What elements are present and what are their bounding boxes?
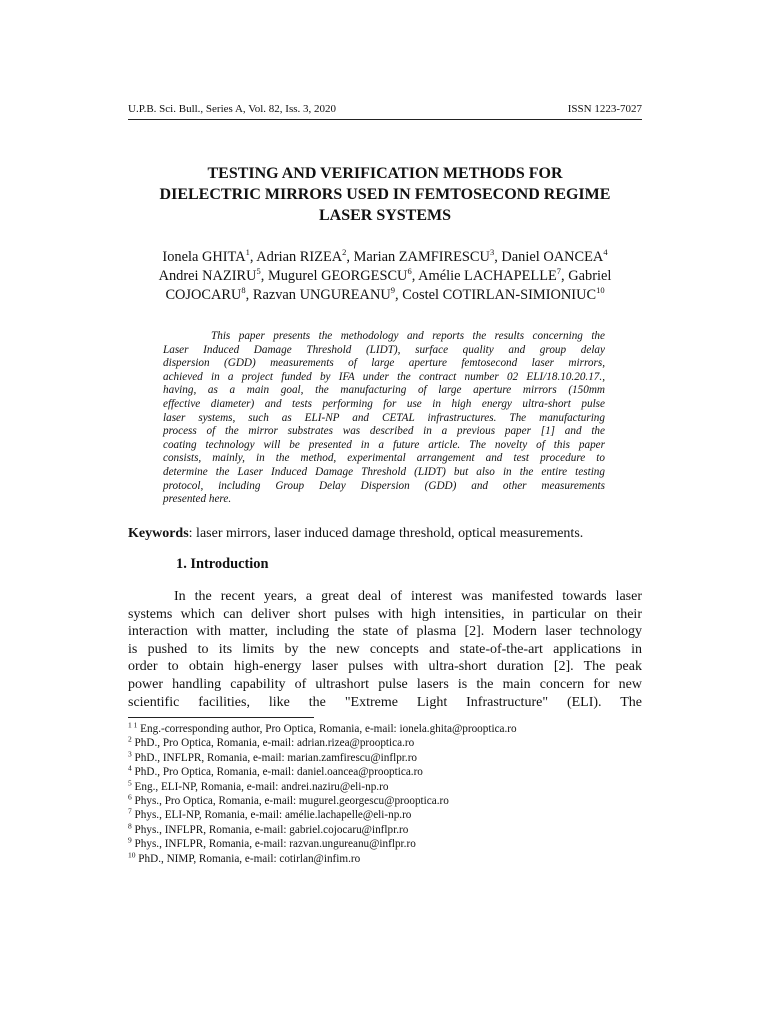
author-name: , Amélie LACHAPELLE [411,268,557,284]
title-line: LASER SYSTEMS [318,207,452,224]
body-line: scientific facilities, like the "Extreme Light Infrastructure" (ELI). The [128,694,642,710]
paper-title [128,163,642,226]
keywords-label: Keywords [128,526,189,541]
author-line [128,267,642,286]
author-line [128,286,642,305]
abstract-line: effective diameter) and tests performing for use in high energy ultra-short pulse [163,397,605,410]
footnote [128,823,642,837]
footnote-text: Phys., INFLPR, Romania, e-mail: razvan.ungureanu@inflpr.ro [131,838,416,851]
body-line: power handling capability of ultrashort pulse lasers is the main concern for new [128,676,642,692]
footnote-mark: 9 [128,835,132,845]
author-name: Ionela GHITA [162,249,246,265]
footnote [128,722,642,736]
introduction-paragraph [128,588,642,711]
abstract-line: coating technology will be presented in a future article. The novelty of this paper [163,438,605,451]
author-affiliation-mark: 10 [596,285,605,296]
footnote-mark: 7 [128,806,132,816]
author-name: , Costel COTIRLAN-SIMIONIUC [395,287,597,303]
author-affiliation-mark: 4 [603,247,608,258]
footnote-text: PhD., NIMP, Romania, e-mail: cotirlan@infim.ro [135,852,361,865]
body-line: In the recent years, a great deal of interest was manifested towards laser [174,589,642,604]
author-affiliation-mark: 7 [556,266,562,277]
footnote-mark: 8 [128,821,132,831]
abstract-line: process of the mirror substrates was described in a previous paper [1] and the [163,425,605,438]
footnote-mark: 6 [128,792,132,802]
body-line: systems which can deliver short pulses with high intensities, in particular on their [128,606,642,622]
footnotes [128,722,642,866]
abstract-line: presented here. [163,493,232,506]
journal-citation: U.P.B. Sci. Bull., Series A, Vol. 82, Iss. 3, 2020 [128,103,337,115]
author-affiliation-mark: 2 [342,247,347,258]
abstract-line: Laser Induced Damage Threshold (LIDT), surface quality and group delay [163,343,605,356]
footnote-mark: 4 [128,763,132,773]
footnote-text: Phys., ELI-NP, Romania, e-mail: amélie.lachapelle@eli-np.ro [131,809,412,822]
author-name: , Marian ZAMFIRESCU [346,249,490,265]
footnote-rule [128,717,314,718]
footnote-text: Eng.-corresponding author, Pro Optica, Romania, e-mail: ionela.ghita@prooptica.ro [137,723,517,735]
author-line [128,248,642,267]
author-name: , Adrian RIZEA [249,249,343,265]
abstract-line: consists, mainly, in the method, experimental arrangement and test procedure to [163,452,605,465]
abstract-line: dispersion (GDD) measurements of large aperture femtosecond laser mirrors, [163,357,605,370]
footnote-text: PhD., Pro Optica, Romania, e-mail: adrian.rizea@prooptica.ro [131,737,415,750]
footnote [128,751,642,765]
abstract-line: determine the Laser Induced Damage Threshold (LIDT) but also in the entire testing [163,465,605,478]
footnote-text: PhD., Pro Optica, Romania, e-mail: daniel.oancea@prooptica.ro [131,766,423,779]
header-rule [128,119,642,120]
abstract-line: having, as a main goal, the manufacturing of large aperture mirrors (150mm [163,384,605,397]
keywords-text: : laser mirrors, laser induced damage threshold, optical measurements. [188,526,584,541]
body-line: interaction with matter, including the state of plasma [2]. Modern laser technology [128,624,642,640]
body-line: is pushed to its limits by the new concepts and state-of-the-art applications in [128,641,642,657]
author-name: , Mugurel GEORGESCU [260,268,408,284]
footnote-mark: 5 [128,777,132,787]
abstract-line: This paper presents the methodology and reports the results concerning the [211,330,605,342]
footnote [128,794,642,808]
footnote-mark: 3 [128,749,132,759]
footnote-text: Eng., ELI-NP, Romania, e-mail: andrei.naziru@eli-np.ro [131,780,389,793]
abstract-line: protocol, including Group Delay Dispersion (GDD) and other measurements [163,479,605,492]
footnote-text: PhD., INFLPR, Romania, e-mail: marian.zamfirescu@inflpr.ro [131,751,418,764]
footnote-mark: 1 1 [128,720,138,730]
issn: ISSN 1223-7027 [567,103,642,115]
author-affiliation-mark: 6 [407,266,412,277]
section-heading: 1. Introduction [176,556,269,572]
abstract [163,330,605,507]
footnote [128,849,642,866]
footnote-text: Phys., Pro Optica, Romania, e-mail: mugurel.georgescu@prooptica.ro [131,795,449,808]
author-affiliation-mark: 1 [245,247,250,258]
abstract-line: laser systems, such as ELI-NP and CETAL infrastructures. The manufacturing [163,411,605,424]
author-name: , Razvan UNGUREANU [245,287,391,303]
author-name: , Daniel OANCEA [494,249,604,265]
footnote-mark: 10 [128,849,136,859]
author-affiliation-mark: 9 [390,285,395,296]
author-affiliation-mark: 5 [256,266,261,277]
title-line: DIELECTRIC MIRRORS USED IN FEMTOSECOND REGIME [159,186,611,203]
footnote-text: Phys., INFLPR, Romania, e-mail: gabriel.cojocaru@inflpr.ro [131,823,409,836]
footnote [128,777,642,794]
author-affiliation-mark: 3 [489,247,495,258]
footnote [128,837,642,851]
abstract-line: achieved in a project funded by IFA under the contract number 02 ELI/18.10.20.17., [163,370,605,383]
keywords [128,525,642,543]
author-name: Andrei NAZIRU [158,268,257,284]
author-name: COJOCARU [165,287,242,303]
footnote [128,765,642,779]
author-affiliation-mark: 8 [241,285,246,296]
footnote [128,808,642,822]
author-name: , Gabriel [561,268,612,284]
body-line: order to obtain high-energy laser pulses with ultra-short duration [2]. The peak [128,659,642,675]
footnote [128,736,642,750]
footnote-mark: 2 [128,734,132,744]
author-list [128,248,642,305]
title-line: TESTING AND VERIFICATION METHODS FOR [207,165,563,182]
